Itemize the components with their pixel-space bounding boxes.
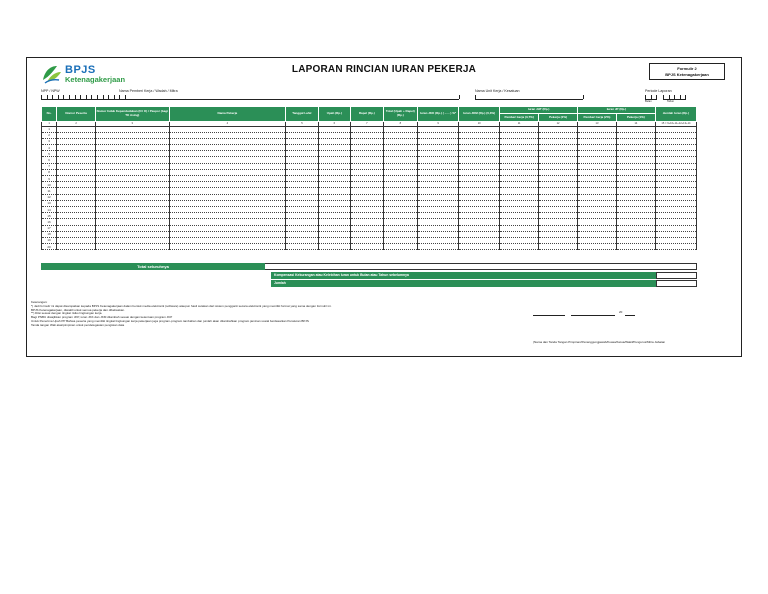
row-number: 11 xyxy=(42,188,57,194)
table-row xyxy=(42,244,697,250)
table-cell[interactable] xyxy=(539,244,578,250)
row-number: 7 xyxy=(42,163,57,169)
row-number: 20 xyxy=(42,244,57,250)
col-header-nik: Nomor Induk Kependudukan (N I K) / Paspor (bagi TK Asing) xyxy=(96,107,169,122)
table-cell[interactable] xyxy=(655,244,696,250)
row-number: 10 xyxy=(42,182,57,188)
col-header-jkm: Iuran JKM (Rp.) (0,3%) xyxy=(459,107,500,122)
col-header-jht-employer: Pemberi kerja (3,7%) xyxy=(500,114,539,122)
column-index: 6 xyxy=(318,122,350,127)
col-header-jp-employer: Pemberi kerja (2%) xyxy=(578,114,617,122)
col-header-birthdate: Tanggal Lahir xyxy=(286,107,318,122)
row-number: 3 xyxy=(42,138,57,144)
employer-field[interactable] xyxy=(119,99,459,100)
column-index: 5 xyxy=(286,122,318,127)
form-code: Formulir 2 xyxy=(677,66,697,71)
col-header-jp-worker: Pekerja (1%) xyxy=(616,114,655,122)
notes-heading: Keterangan: xyxy=(31,300,48,304)
column-index: 3 xyxy=(96,122,169,127)
row-number: 9 xyxy=(42,176,57,182)
row-number: 19 xyxy=(42,237,57,243)
logo-word: BPJS xyxy=(65,64,96,76)
row-number: 6 xyxy=(42,157,57,163)
row-number: 2 xyxy=(42,132,57,138)
sign-year-prefix: 20 xyxy=(619,310,623,314)
col-group-jht: Iuran JHT (Rp.) xyxy=(500,107,578,114)
column-index: 15 = 9+10+11+12+13+14 xyxy=(655,122,696,127)
col-header-rapel: Rapel (Rp.) xyxy=(351,107,383,122)
column-index: 11 xyxy=(500,122,539,127)
report-title: LAPORAN RINCIAN IURAN PEKERJA xyxy=(291,64,477,75)
col-header-total: Total (Upah + Rapel) (Rp.) xyxy=(383,107,418,122)
employer-label: Nama Pemberi Kerja / Wadah / Mitra xyxy=(119,89,178,93)
column-index: 14 xyxy=(616,122,655,127)
note-item: BPJS Ketenagakerjaan, diwakili untuk semua pekerja dan dibebaskan. xyxy=(31,307,125,312)
table-cell[interactable] xyxy=(578,244,617,250)
col-header-member-number: Nomor Peserta xyxy=(57,107,96,122)
logo-subtitle: Ketenagakerjaan xyxy=(65,75,126,84)
row-number: 17 xyxy=(42,225,57,231)
table-cell[interactable] xyxy=(169,244,286,250)
period-year-label: Tahun xyxy=(667,100,675,103)
table-cell[interactable] xyxy=(418,244,459,250)
notes-block xyxy=(31,301,461,328)
sign-caption: (Nama dan Tanda Tangan Pimpinan/Penanggungjawab/Kuasa/Ketua/Wakil/Pengurus/Mitra Jabatan xyxy=(533,340,666,344)
col-header-jht-worker: Pekerja (2%) xyxy=(539,114,578,122)
row-number: 16 xyxy=(42,219,57,225)
col-group-jp: Iuran JP (Rp.) xyxy=(578,107,656,114)
adjustment-value[interactable] xyxy=(656,272,697,279)
column-index: 8 xyxy=(383,122,418,127)
row-number: 5 xyxy=(42,151,57,157)
sum-value[interactable] xyxy=(656,280,697,287)
sign-place-field[interactable] xyxy=(533,315,565,316)
sign-date-field[interactable] xyxy=(571,315,615,316)
adjustment-label: Kompensasi Kekurangan atau Kelebihan Iuran untuk Bulan atau Tahun sebelumnya xyxy=(271,272,656,279)
contribution-table xyxy=(41,106,697,250)
note-item: Bagi PNBU diwajibkan program JKP, iuran JKK dan JKM ditambah sesuai dengan ketentuan program JKP xyxy=(31,315,173,320)
table-cell[interactable] xyxy=(351,244,383,250)
unit-field[interactable] xyxy=(475,99,583,100)
total-label: Total seluruhnya xyxy=(41,263,265,270)
col-header-name: Nama Pekerja xyxy=(169,107,286,122)
column-index: 7 xyxy=(351,122,383,127)
column-index: 13 xyxy=(578,122,617,127)
form-code-box xyxy=(649,63,725,80)
form-org: BPJS Ketenagakerjaan xyxy=(665,71,709,77)
npp-label: NPP / NPW xyxy=(41,89,60,93)
note-item: Untuk Penerima Upah PP Bahwa peserta yang memiliki tingkat lingkungan kerja pekerjaan juga program-program tambahan dan jumlah akan ditambahkan program jaminan sosial berdasarkan Peraturan BPJS xyxy=(31,318,309,323)
table-cell[interactable] xyxy=(96,244,169,250)
sign-year-field[interactable] xyxy=(625,315,635,316)
column-index: 4 xyxy=(169,122,286,127)
row-number: 12 xyxy=(42,194,57,200)
period-month-label: Bulan xyxy=(645,100,652,103)
table-cell[interactable] xyxy=(286,244,318,250)
table-cell[interactable] xyxy=(459,244,500,250)
row-number: 8 xyxy=(42,169,57,175)
col-header-no: No. xyxy=(42,107,57,122)
report-sheet xyxy=(26,57,742,357)
sum-label: Jumlah xyxy=(271,280,656,287)
column-index: 9 xyxy=(418,122,459,127)
col-header-sum: Jumlah Iuran (Rp.) xyxy=(655,107,696,122)
note-item: *) Jadi formulir ini dapat disampaikan kepada BPJS Ketenagakerjaan dalam bentuk media elektronik (software) ataupun hasil cetakan dari sistem pengganti secara elektronik yang memiliki format yang sama dengan formulir ini. xyxy=(31,303,332,308)
col-header-wage: Upah (Rp.) xyxy=(318,107,350,122)
unit-label: Nama Unit Kerja / Kesatuan xyxy=(475,89,520,93)
column-index: 1 xyxy=(42,122,57,127)
table-cell[interactable] xyxy=(616,244,655,250)
row-number: 13 xyxy=(42,200,57,206)
column-index: 12 xyxy=(539,122,578,127)
column-index: 10 xyxy=(459,122,500,127)
table-cell[interactable] xyxy=(57,244,96,250)
table-cell[interactable] xyxy=(500,244,539,250)
column-index: 2 xyxy=(57,122,96,127)
table-cell[interactable] xyxy=(318,244,350,250)
npp-digit-boxes[interactable] xyxy=(41,95,126,100)
row-number: 18 xyxy=(42,231,57,237)
row-number: 4 xyxy=(42,145,57,151)
total-cells[interactable] xyxy=(265,263,697,270)
col-header-jkk: Iuran JKK (Rp.) ( ...... ) %* xyxy=(418,107,459,122)
row-number: 14 xyxy=(42,206,57,212)
period-label: Periode Laporan xyxy=(645,89,672,93)
row-number: 1 xyxy=(42,126,57,132)
table-cell[interactable] xyxy=(383,244,418,250)
note-item: **) Diisi sesuai dengan tingkat risiko lingkungan kerja. xyxy=(31,311,103,316)
notes-footer: Tanda tangan Wali atas/pimpinan untuk pendelegasian pengisian data xyxy=(31,322,125,327)
row-number: 15 xyxy=(42,213,57,219)
